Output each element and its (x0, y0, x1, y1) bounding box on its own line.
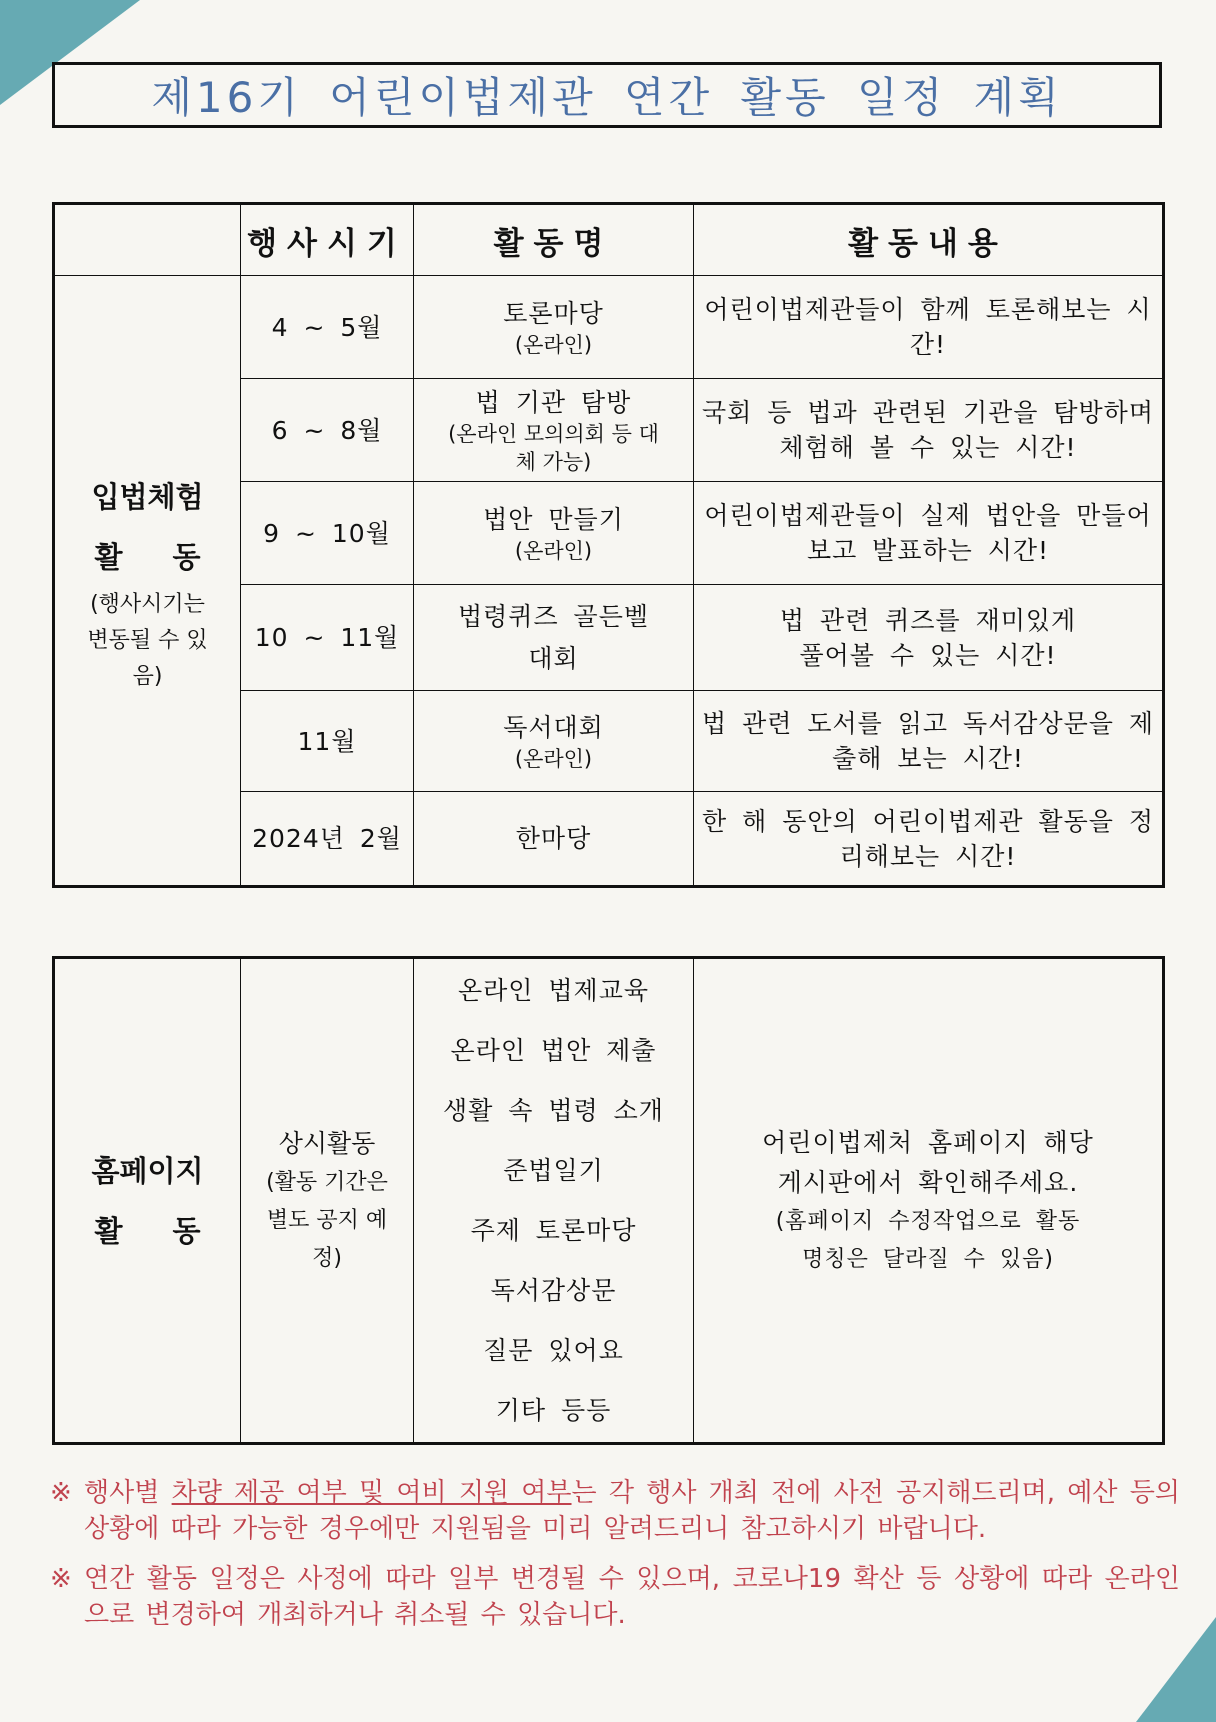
period-cell: 4 ~ 5월 (241, 276, 414, 379)
period-note: (활동 기간은 별도 공지 예정) (266, 1169, 388, 1271)
note-2 (50, 1561, 1180, 1633)
note-1-prefix: 행사별 (84, 1478, 172, 1508)
list-item: 독서감상문 (490, 1275, 617, 1305)
category-title: 홈페이지 (91, 1153, 204, 1188)
homepage-activity-table (52, 956, 1165, 1445)
table-row (54, 276, 1164, 379)
list-item: 준법일기 (503, 1155, 604, 1185)
title-box (52, 62, 1162, 128)
period-main: 상시활동 (278, 1128, 376, 1158)
header-activity-content: 활동내용 (694, 204, 1164, 276)
activity-name-cell (414, 482, 694, 585)
activity-content-cell: 국회 등 법과 관련된 기관을 탐방하며 체험해 볼 수 있는 시간! (694, 379, 1164, 482)
header-blank (54, 204, 241, 276)
list-item: 생활 속 법령 소개 (443, 1095, 664, 1125)
table-header-row (54, 204, 1164, 276)
activity-name-sub: (온라인) (514, 332, 593, 357)
category-title: 입법체험 (91, 479, 204, 514)
activity-content-cell: 법 관련 도서를 읽고 독서감상문을 제출해 보는 시간! (694, 691, 1164, 792)
activity-name-sub: (온라인) (514, 746, 593, 771)
activity-name-cell (414, 276, 694, 379)
list-item: 주제 토론마당 (470, 1215, 637, 1245)
activity-name: 독서대회 (503, 712, 604, 742)
list-item: 온라인 법제교육 (458, 975, 649, 1005)
activity-name-sub: (온라인) (514, 538, 593, 563)
period-cell (241, 958, 414, 1444)
table-row (54, 958, 1164, 1444)
category-cell-homepage (54, 958, 241, 1444)
list-item: 질문 있어요 (483, 1335, 624, 1365)
schedule-table (52, 202, 1165, 888)
category-subtitle: 활 동 (94, 1213, 201, 1248)
activity-name: 토론마당 (503, 298, 604, 328)
content-note: (홈페이지 수정작업으로 활동 명칭은 달라질 수 있음) (775, 1208, 1081, 1272)
activity-list-cell (414, 958, 694, 1444)
activity-name-cell (414, 379, 694, 482)
category-note: (행사시기는 변동될 수 있음) (87, 591, 208, 689)
activity-content-cell (694, 958, 1164, 1444)
note-1-suffix: 는 각 행사 개최 전에 사전 공지해드리며, 예산 등의 상황에 따라 가능한 경우에만 지원됨을 미리 알려드리니 참고하시기 바랍니다. (84, 1478, 1180, 1544)
note-1 (50, 1475, 1180, 1547)
category-cell-legislation (54, 276, 241, 887)
reference-mark-icon: ※ (50, 1478, 72, 1508)
activity-name-sub: (온라인 모의의회 등 대체 가능) (448, 421, 659, 474)
header-period: 행사시기 (241, 204, 414, 276)
activity-name: 법령퀴즈 골든벨 대회 (458, 601, 649, 673)
activity-name: 법안 만들기 (483, 504, 624, 534)
content-main: 어린이법제처 홈페이지 해당 게시판에서 확인해주세요. (762, 1127, 1094, 1197)
activity-content-cell: 법 관련 퀴즈를 재미있게 풀어볼 수 있는 시간! (694, 585, 1164, 691)
activity-content-cell: 어린이법제관들이 함께 토론해보는 시간! (694, 276, 1164, 379)
category-subtitle: 활 동 (94, 539, 201, 574)
period-cell: 10 ~ 11월 (241, 585, 414, 691)
list-item: 온라인 법안 제출 (450, 1035, 657, 1065)
reference-mark-icon: ※ (50, 1564, 72, 1594)
period-cell: 11월 (241, 691, 414, 792)
note-2-text: 연간 활동 일정은 사정에 따라 일부 변경될 수 있으며, 코로나19 확산 등 상황에 따라 온라인으로 변경하여 개최하거나 취소될 수 있습니다. (84, 1564, 1180, 1630)
activity-name-cell (414, 792, 694, 887)
period-cell: 6 ~ 8월 (241, 379, 414, 482)
activity-name-cell (414, 691, 694, 792)
activity-content-cell: 어린이법제관들이 실제 법안을 만들어 보고 발표하는 시간! (694, 482, 1164, 585)
note-1-underlined: 차량 제공 여부 및 여비 지원 여부 (171, 1478, 572, 1508)
activity-name: 한마당 (515, 824, 592, 853)
list-item: 기타 등등 (495, 1395, 612, 1425)
activity-name: 법 기관 탐방 (475, 387, 632, 417)
period-cell: 9 ~ 10월 (241, 482, 414, 585)
activity-name-cell (414, 585, 694, 691)
notes-section (50, 1475, 1180, 1647)
header-activity-name: 활동명 (414, 204, 694, 276)
activity-content-cell: 한 해 동안의 어린이법제관 활동을 정리해보는 시간! (694, 792, 1164, 887)
period-cell: 2024년 2월 (241, 792, 414, 887)
page-title: 제16기 어린이법제관 연간 활동 일정 계획 (151, 73, 1063, 122)
